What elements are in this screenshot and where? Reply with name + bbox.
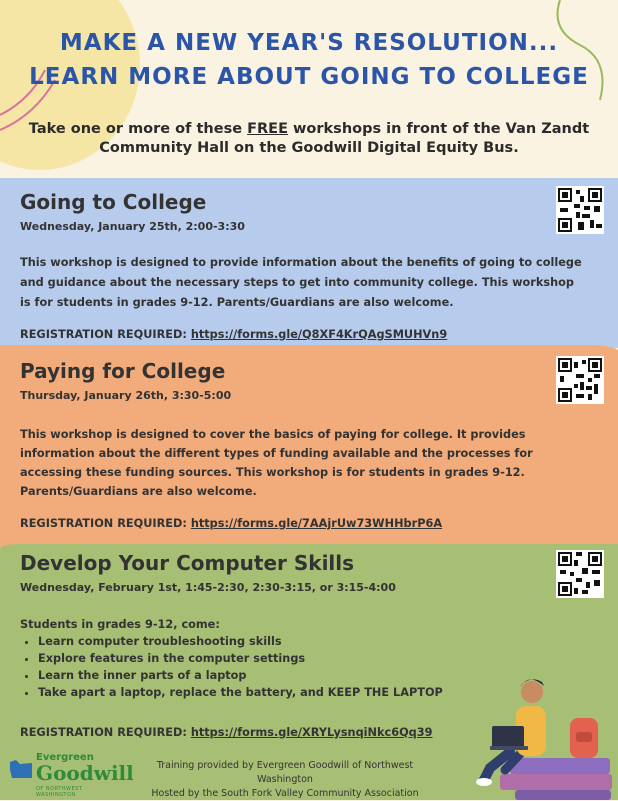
title-line-1: MAKE A NEW YEAR'S RESOLUTION... [59, 30, 559, 56]
washington-map-icon [8, 758, 34, 782]
footer-line-2: Hosted by the South Fork Valley Community Association [151, 788, 419, 799]
list-item: • Learn computer troubleshooting skills [38, 633, 588, 650]
intro-post: workshops in front of the Van Zandt Community Hall on the Goodwill Digital Equity Bus. [99, 121, 590, 156]
workshop-date: Thursday, January 26th, 3:30-5:00 [20, 389, 232, 402]
footer-credits [130, 759, 440, 801]
registration-label: REGISTRATION REQUIRED: [20, 517, 187, 530]
footer-line-1: Training provided by Evergreen Goodwill of Northwest Washington [156, 760, 414, 785]
title-line-2: LEARN MORE ABOUT GOING TO COLLEGE [29, 64, 589, 90]
student-laptop-illustration [470, 640, 618, 800]
logo-goodwill: Goodwill [36, 761, 134, 785]
registration-link[interactable]: https://forms.gle/XRYLysnqiNkc6Qq39 [190, 726, 433, 739]
intro-pre: Take one or more of these [28, 121, 248, 137]
logo-subtitle: OF NORTHWEST WASHINGTON [36, 786, 83, 798]
workshop-title: Paying for College [20, 359, 226, 383]
registration-label: REGISTRATION REQUIRED: [20, 328, 187, 341]
registration-link[interactable]: https://forms.gle/7AAjrUw73WHHbrP6A [190, 517, 443, 530]
qr-code-icon[interactable] [556, 186, 604, 234]
registration-link[interactable]: https://forms.gle/Q8XF4KrQAgSMUHVn9 [190, 328, 448, 341]
list-item: • Take apart a laptop, replace the battery, and KEEP THE LAPTOP [38, 684, 588, 701]
intro-text [20, 120, 598, 158]
workshop-intro: Students in grades 9-12, come: [20, 618, 220, 631]
qr-code-icon[interactable] [556, 356, 604, 404]
list-item: • Learn the inner parts of a laptop [38, 667, 588, 684]
registration-label: REGISTRATION REQUIRED: [20, 726, 187, 739]
workshop-date: Wednesday, February 1st, 1:45-2:30, 2:30-3:15, or 3:15-4:00 [20, 581, 396, 594]
workshop-title: Going to College [20, 190, 207, 214]
logo-evergreen: Evergreen [36, 752, 94, 763]
registration-line [20, 328, 447, 341]
workshop-title: Develop Your Computer Skills [20, 551, 355, 575]
registration-line [20, 517, 442, 530]
workshop-date: Wednesday, January 25th, 2:00-3:30 [20, 220, 245, 233]
qr-code-icon[interactable] [556, 550, 604, 598]
list-item: • Explore features in the computer settings [38, 650, 588, 667]
registration-line [20, 726, 432, 739]
workshop-description: This workshop is designed to provide information about the benefits of going to college and guidance about the necessary steps to get into community college. This workshop is for students in grades 9-12. Parents/Guardians are also welcome. [20, 256, 582, 309]
intro-free: FREE [247, 121, 288, 137]
workshop-description: This workshop is designed to cover the basics of paying for college. It provides information about the different types of funding available and the processes for accessing these funding sources. This workshop is for students in grades 9-12. Parents/Guardians are also welcome. [20, 428, 533, 498]
goodwill-logo [8, 750, 134, 798]
